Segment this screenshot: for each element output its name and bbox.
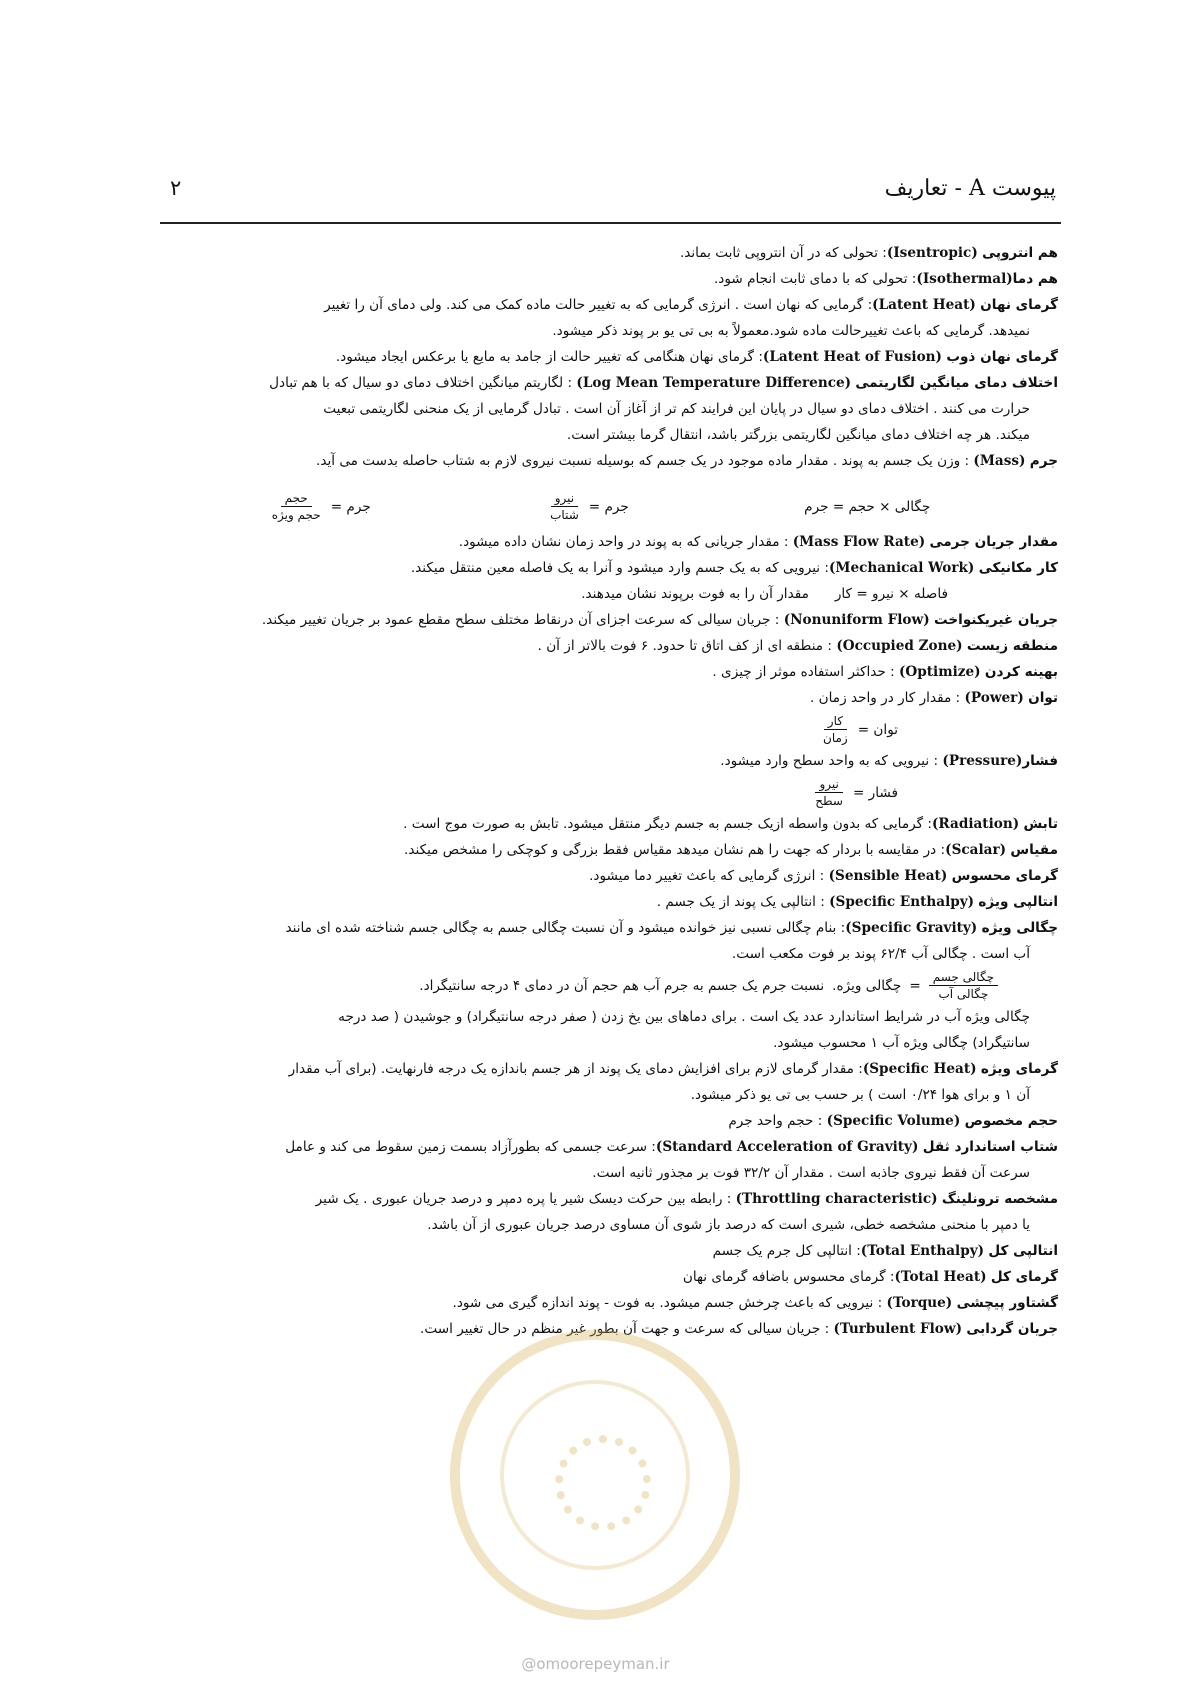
definition-continuation: آب است . چگالی آب ۶۲/۴ پوند بر فوت مکعب است. [731, 946, 1030, 962]
definition-torque: گشتاور پیچشی (Torque) : نیرویی که باعث چرخش جسم میشود. به فوت - پوند اندازه گیری می شود. [452, 1295, 1058, 1311]
pressure-formula: فشار = $\frac{\text{نیرو}}{\text{سطح}}$ [815, 777, 898, 808]
mass-formula-volume: جرم = $\frac{\text{حجم}}{\text{حجم ویژه}}$ [271, 491, 371, 522]
definition-lmtd: اختلاف دمای میانگین لگاریتمی (Log Mean Temperature Difference) : لگاریتم میانگین اختلاف دمای دو سیال که با هم تبادل [269, 375, 1058, 391]
definition-turbulent-flow: جریان گردابی (Turbulent Flow) : جریان سیالی که سرعت و جهت آن بطور غیر منظم در حال تغییر است. [420, 1321, 1058, 1337]
definition-occupied-zone: منطقه زیست (Occupied Zone) : منطقه ای از کف اتاق تا حدود. ۶ فوت بالاتر از آن . [537, 638, 1058, 654]
definition-latent-heat: گرمای نهان (Latent Heat): گرمایی که نهان است . انرژی گرمایی که به تغییر حالت ماده کمک می کند. ولی دمای آن را تغییر [324, 297, 1058, 313]
definition-total-heat: گرمای کل (Total Heat): گرمای محسوس باضافه گرمای نهان [682, 1269, 1058, 1285]
definition-continuation: میکند. هر چه اختلاف دمای میانگین لگاریتمی بزرگتر باشد، انتقال گرما بیشتر است. [566, 427, 1030, 443]
page-header [170, 168, 1056, 208]
definition-isothermal: هم دما(Isothermal): تحولی که با دمای ثابت انجام شود. [713, 271, 1058, 287]
specific-gravity-note: چگالی ویژه آب در شرایط استاندارد عدد یک است . برای دماهای بین یخ زدن ( صفر درجه سانتیگراد) و جوشیدن ( صد درجه [338, 1009, 1030, 1025]
definition-continuation: نمیدهد. گرمایی که باعث تغییرحالت ماده شود.معمولاً به بی تی یو بر پوند ذکر میشود. [552, 323, 1030, 339]
definition-mechanical-work: کار مکانیکی (Mechanical Work): نیرویی که به یک جسم وارد میشود و آنرا به یک فاصله معین منتقل میکند. [410, 560, 1058, 576]
definition-continuation: حرارت می کنند . اختلاف دمای دو سیال در پایان این فرایند کم تر از آغاز آن است . تبادل گرمایی از یک منحنی لگاریتمی تبعیت [323, 401, 1030, 417]
header-divider [160, 222, 1061, 224]
site-watermark: @omoorepeyman.ir [521, 1655, 670, 1673]
page-title: پیوست A - تعاریف [884, 175, 1056, 201]
definition-total-enthalpy: انتالپی کل (Total Enthalpy): انتالپی کل جرم یک جسم [712, 1243, 1058, 1259]
specific-gravity-note: سانتیگراد) چگالی ویژه آب ۱ محسوب میشود. [773, 1035, 1030, 1051]
work-formula-line: فاصله × نیرو = کار مقدار آن را به فوت برپوند نشان میدهند. [581, 586, 948, 602]
definition-nonuniform-flow: جریان غیریکنواخت (Nonuniform Flow) : جریان سیالی که سرعت اجزای آن درنقاط مختلف سطح مقطع عمود بر جریان تغییر میکند. [261, 612, 1058, 628]
definition-sensible-heat: گرمای محسوس (Sensible Heat) : انرژی گرمایی که باعث تغییر دما میشود. [589, 868, 1058, 884]
definition-specific-enthalpy: انتالپی ویژه (Specific Enthalpy) : انتالپی یک پوند از یک جسم . [656, 894, 1058, 910]
definition-throttling: مشخصه ترونلینگ (Throttling characteristic) : رابطه بین حرکت دیسک شیر یا پره دمپر و درصد جریان عبوری . یک شیر [315, 1191, 1058, 1207]
definition-power: توان (Power) : مقدار کار در واحد زمان . [810, 690, 1058, 706]
definition-mass: جرم (Mass) : وزن یک جسم به پوند . مقدار ماده موجود در یک جسم که بوسیله نسبت نیروی لازم به شتاب حاصله بدست می آید. [316, 453, 1058, 469]
definition-continuation: سرعت آن فقط نیروی جاذبه است . مقدار آن ۳۲/۲ فوت بر مجذور ثانیه است. [592, 1165, 1030, 1181]
definition-specific-gravity: چگالی ویژه (Specific Gravity): بنام چگالی نسبی نیز خوانده میشود و آن نسبت چگالی جسم به چگالی جسم شناخته شده ای مانند [285, 920, 1058, 936]
definition-continuation: یا دمپر با منحنی مشخصه خطی، شیری است که درصد باز شوی آن مساوی درصد جریان عبوری از آن باشد. [427, 1217, 1030, 1233]
definition-radiation: تابش (Radiation): گرمایی که بدون واسطه ازیک جسم به جسم دیگر منتقل میشود. تابش به صورت موج است . [403, 816, 1058, 832]
mass-formulas [140, 490, 1058, 523]
definition-latent-heat-fusion: گرمای نهان ذوب (Latent Heat of Fusion): گرمای نهان هنگامی که تغییر حالت از جامد به مایع یا برعکس ایجاد میشود. [335, 349, 1058, 365]
definition-scalar: مقیاس (Scalar): در مقایسه با بردار که جهت را هم نشان میدهد مقیاس فقط بزرگی و کوچکی را مشخص میکند. [404, 842, 1058, 858]
specific-gravity-formula: $\frac{\text{چگالی جسم}}{\text{چگالی آب}}$ = چگالی ویژه. نسبت جرم یک جسم به جرم آب هم حجم آن در دمای ۴ درجه سانتیگراد. [140, 969, 1058, 1002]
definition-pressure: فشار(Pressure) : نیرویی که به واحد سطح وارد میشود. [720, 753, 1058, 769]
definition-specific-volume: حجم مخصوص (Specific Volume) : حجم واحد جرم [728, 1113, 1058, 1129]
definition-optimize: بهینه کردن (Optimize) : حداکثر استفاده موثر از چیزی . [712, 664, 1058, 680]
definition-isentropic: هم انتروپی (Isentropic): تحولی که در آن انتروپی ثابت بماند. [679, 245, 1058, 261]
definition-specific-heat: گرمای ویژه (Specific Heat): مقدار گرمای لازم برای افزایش دمای یک پوند از هر جسم باندازه یک درجه فارنهایت. (برای آب مقدار [288, 1061, 1058, 1077]
page-number: ۲ [170, 176, 182, 200]
mass-formula-force: جرم = $\frac{\text{نیرو}}{\text{شتاب}}$ [550, 491, 629, 522]
definition-mass-flow-rate: مقدار جریان جرمی (Mass Flow Rate) : مقدار جریانی که به پوند در واحد زمان نشان داده میشود. [458, 534, 1058, 550]
definition-standard-gravity: شتاب استاندارد ثقل (Standard Acceleration of Gravity): سرعت جسمی که بطورآزاد بسمت زمین سقوط می کند و عامل [285, 1139, 1058, 1155]
definition-continuation: آن ۱ و برای هوا ۰/۲۴ است ) بر حسب بی تی یو ذکر میشود. [690, 1087, 1030, 1103]
mass-formula-density: چگالی × حجم = جرم [804, 498, 931, 515]
seal-watermark-icon [450, 1330, 740, 1620]
definitions-body [140, 240, 1058, 1342]
power-formula: توان = $\frac{\text{کار}}{\text{زمان}}$ [823, 714, 898, 745]
